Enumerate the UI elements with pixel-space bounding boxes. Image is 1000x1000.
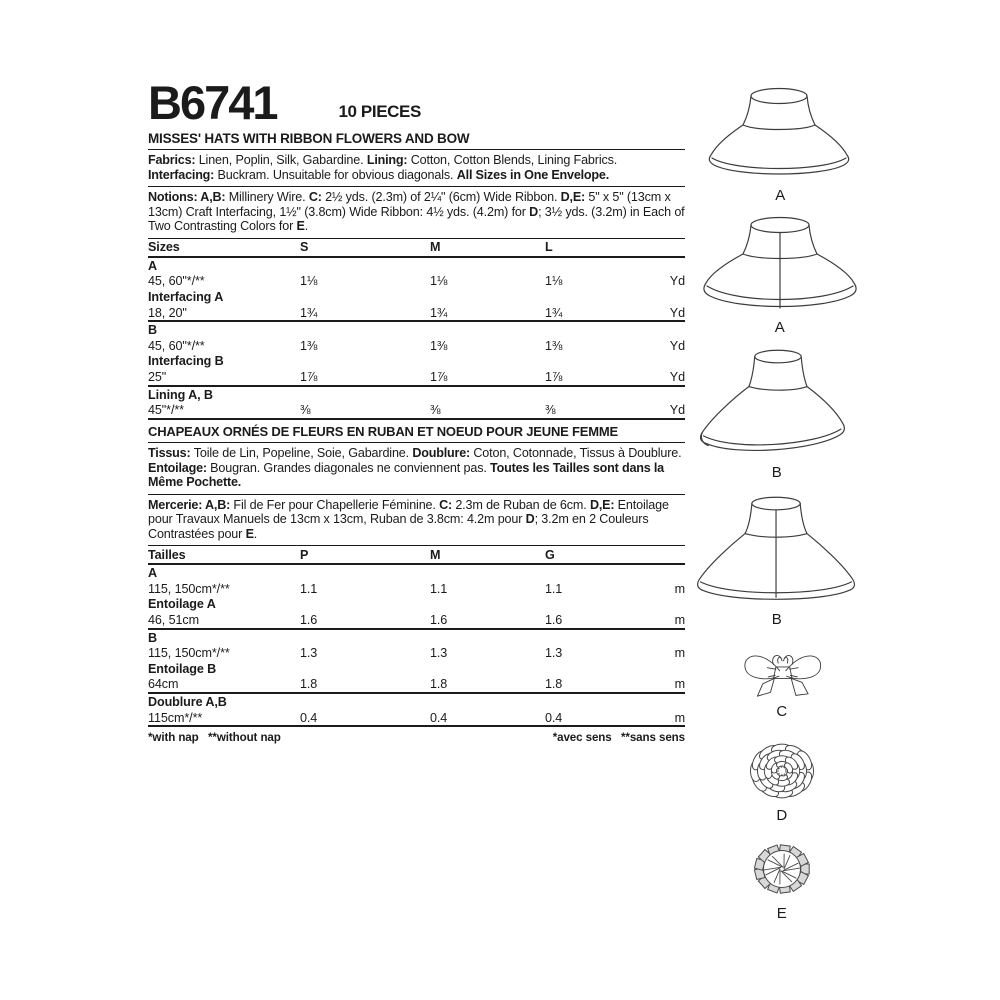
text-segment: D,E:: [589, 497, 618, 512]
table-row: [148, 661, 685, 677]
text-segment: Entoilage pour Travaux Manuels de 13cm x 13cm, Ruban de 3.8cm: 4.2m pour: [148, 497, 669, 527]
header-cell: L: [545, 240, 553, 255]
row-label: Entoilage A: [148, 597, 216, 612]
illustration-label-b: B: [771, 464, 783, 481]
table-row: [148, 710, 685, 726]
row-label: A: [148, 566, 157, 581]
table-header-row: [148, 546, 685, 565]
yardage-cell: 1¾: [545, 305, 563, 320]
title-english: MISSES' HATS WITH RIBBON FLOWERS AND BOW: [148, 124, 685, 150]
table-row: [148, 677, 685, 693]
text-segment: E: [245, 526, 254, 541]
row-label: Lining A, B: [148, 387, 213, 402]
yardage-cell: 1⅜: [545, 338, 563, 353]
yardage-cell: 1⅛: [300, 274, 318, 289]
yardage-cell: 1.3: [545, 646, 563, 661]
illustration-label-e: E: [776, 905, 788, 922]
text-segment: ; 3.2m en 2 Couleurs Contrastées pour: [148, 512, 649, 541]
yardage-cell: 1.8: [545, 677, 563, 692]
yardage-cell: 1⅜: [300, 338, 318, 353]
header-cell: P: [300, 547, 309, 562]
table-row: [148, 645, 685, 661]
yardage-cell: 1.3: [430, 646, 448, 661]
unit-cell: Yd: [669, 338, 685, 353]
text-segment: Tissus:: [148, 445, 194, 460]
header: [148, 75, 685, 129]
text-segment: .: [304, 219, 309, 234]
table-row: [148, 628, 685, 646]
row-label: 64cm: [148, 677, 179, 692]
yardage-cell: 1.6: [430, 613, 448, 628]
row-label: Interfacing B: [148, 354, 224, 369]
pieces-count: 10 PIECES: [338, 102, 421, 121]
header-label: Tailles: [148, 547, 186, 562]
text-segment: .: [253, 526, 258, 541]
text-segment: D,E:: [560, 190, 589, 205]
table-row: [148, 274, 685, 290]
unit-cell: Yd: [669, 403, 685, 418]
footnotes: [148, 727, 685, 744]
text-segment: Interfacing:: [148, 167, 218, 182]
text-segment: C:: [308, 190, 326, 205]
text-segment: Fil de Fer pour Chapellerie Féminine.: [233, 497, 440, 512]
text-segment: D: [525, 512, 535, 527]
illustration-hat-a-view-1: [698, 80, 863, 204]
illustration-hat-b-view-2: [687, 490, 867, 628]
row-label: 25": [148, 369, 167, 384]
row-label: Doublure A,B: [148, 695, 227, 710]
text-segment: Bougran. Grandes diagonales ne conviennent pas.: [210, 460, 491, 475]
row-label: A: [148, 258, 157, 273]
table-row: [148, 289, 685, 305]
text-segment: D: [529, 204, 539, 219]
illustration-label-c: C: [776, 703, 788, 720]
title-french: CHAPEAUX ORNÉS DE FLEURS EN RUBAN ET NOEUD POUR JEUNE FEMME: [148, 420, 685, 443]
yardage-cell: 1⅜: [430, 338, 448, 353]
table-row: [148, 565, 685, 581]
illustration-hat-b-view-1: [687, 343, 867, 481]
yardage-cell: ⅜: [545, 403, 556, 418]
header-label: Sizes: [148, 240, 180, 255]
ribbon-rose-illustration: [721, 738, 843, 804]
hat-b-illustration: [688, 343, 866, 461]
text-segment: Coton, Cotonnade, Tissus à Doublure.: [473, 445, 682, 460]
unit-cell: m: [674, 581, 685, 596]
text-segment: Cotton, Cotton Blends, Lining Fabrics.: [410, 153, 618, 167]
illustration-label-d: D: [776, 807, 788, 824]
yardage-cell: 0.4: [545, 710, 563, 725]
row-label: Entoilage B: [148, 661, 217, 676]
text-segment: Doublure:: [412, 445, 474, 460]
text-segment: Entoilage:: [148, 460, 211, 475]
illustration-flower-e: [721, 838, 843, 922]
yardage-cell: 0.4: [430, 710, 448, 725]
yardage-cell: 1.1: [300, 581, 318, 596]
illustration-bow-c: [721, 640, 843, 720]
hat-b-seamed-illustration: [688, 490, 866, 608]
yardage-cell: 1⅛: [545, 274, 563, 289]
illustration-label-a: A: [775, 187, 786, 204]
unit-cell: m: [674, 646, 685, 661]
text-segment: Lining:: [366, 153, 411, 167]
text-segment: Buckram. Unsuitable for obvious diagonals.: [217, 167, 457, 182]
table-row: [148, 305, 685, 321]
yardage-cell: 1⅞: [430, 369, 448, 384]
table-row: [148, 258, 685, 274]
size-table-english: [148, 239, 685, 420]
row-label: 45, 60"*/**: [148, 338, 205, 353]
row-label: 45, 60"*/**: [148, 274, 205, 289]
header-cell: M: [430, 547, 441, 562]
text-segment: Notions: A,B:: [148, 190, 229, 205]
fabrics-text: [148, 150, 685, 187]
yardage-cell: 1¾: [430, 305, 448, 320]
footnote-english: *with nap **without nap: [148, 731, 281, 745]
table-row: [148, 354, 685, 370]
text-segment: 2.3m de Ruban de 6cm.: [455, 497, 590, 512]
text-segment: All Sizes in One Envelope.: [456, 167, 610, 182]
yardage-cell: 1⅞: [545, 369, 563, 384]
table-header-row: [148, 239, 685, 258]
yardage-cell: 0.4: [300, 710, 318, 725]
header-cell: S: [300, 240, 309, 255]
row-label: Interfacing A: [148, 289, 224, 304]
illustration-label-b: B: [771, 611, 783, 628]
table-row: [148, 369, 685, 385]
header-cell: G: [545, 547, 555, 562]
yardage-cell: 1⅛: [430, 274, 448, 289]
unit-cell: m: [674, 710, 685, 725]
unit-cell: m: [674, 613, 685, 628]
illustration-label-a: A: [774, 319, 786, 336]
row-label: 115, 150cm*/**: [148, 581, 230, 596]
row-label: 46, 51cm: [148, 613, 200, 628]
illustration-hat-a-view-2: [696, 210, 864, 336]
yardage-cell: 1.8: [430, 677, 448, 692]
text-segment: Fabrics:: [148, 153, 199, 167]
table-row: [148, 612, 685, 628]
row-label: B: [148, 630, 157, 645]
pattern-number: B6741: [148, 75, 277, 129]
text-segment: Linen, Poplin, Silk, Gabardine.: [198, 153, 367, 167]
yardage-cell: 1.8: [300, 677, 318, 692]
hat-a-seamed-illustration: [698, 210, 863, 316]
unit-cell: Yd: [669, 369, 685, 384]
table-row: [148, 581, 685, 597]
text-segment: Toile de Lin, Popeline, Soie, Gabardine.: [193, 445, 413, 460]
ribbon-rosette-illustration: [721, 838, 843, 902]
text-segment: 2½ yds. (2.3m) of 2¼" (6cm) Wide Ribbon.: [325, 190, 561, 205]
text-segment: ; 3½ yds. (3.2m) in Each of Two Contrasting Colors for: [148, 204, 685, 234]
tissus-text: [148, 443, 685, 495]
text-column: [148, 76, 685, 744]
yardage-cell: 1.6: [300, 613, 318, 628]
text-segment: Toutes les Tailles sont dans la Même Pochette.: [148, 460, 664, 490]
row-label: 18, 20": [148, 305, 187, 320]
yardage-cell: 1⅞: [300, 369, 318, 384]
text-segment: 5" x 5" (13cm x 13cm) Craft Interfacing, 1½" (3.8cm) Wide Ribbon: 4½ yds. (4.2m) for: [148, 190, 671, 219]
unit-cell: Yd: [669, 274, 685, 289]
table-row: [148, 597, 685, 613]
hat-a-illustration: [701, 80, 861, 184]
text-segment: E: [296, 219, 305, 234]
yardage-cell: 1¾: [300, 305, 318, 320]
illustration-flower-d: [721, 738, 843, 824]
unit-cell: Yd: [669, 305, 685, 320]
row-label: 115cm*/**: [148, 710, 203, 725]
unit-cell: m: [674, 677, 685, 692]
table-row: [148, 385, 685, 403]
size-table-french: [148, 546, 685, 727]
text-segment: Millinery Wire.: [228, 190, 309, 205]
row-label: 115, 150cm*/**: [148, 646, 230, 661]
yardage-cell: 1.3: [300, 646, 318, 661]
notions-text: [148, 187, 685, 239]
footnote-french: *avec sens **sans sens: [552, 731, 685, 745]
row-label: 45"*/**: [148, 403, 184, 418]
text-segment: Mercerie: A,B:: [148, 497, 234, 512]
yardage-cell: ⅜: [430, 403, 441, 418]
bow-illustration: [721, 640, 843, 700]
yardage-cell: ⅜: [300, 403, 311, 418]
yardage-cell: 1.1: [430, 581, 448, 596]
table-row: [148, 338, 685, 354]
mercerie-text: [148, 495, 685, 547]
yardage-cell: 1.1: [545, 581, 563, 596]
table-row: [148, 402, 685, 418]
header-cell: M: [430, 240, 441, 255]
row-label: B: [148, 323, 157, 338]
table-row: [148, 320, 685, 338]
table-row: [148, 692, 685, 710]
text-segment: C:: [439, 497, 456, 512]
yardage-cell: 1.6: [545, 613, 563, 628]
